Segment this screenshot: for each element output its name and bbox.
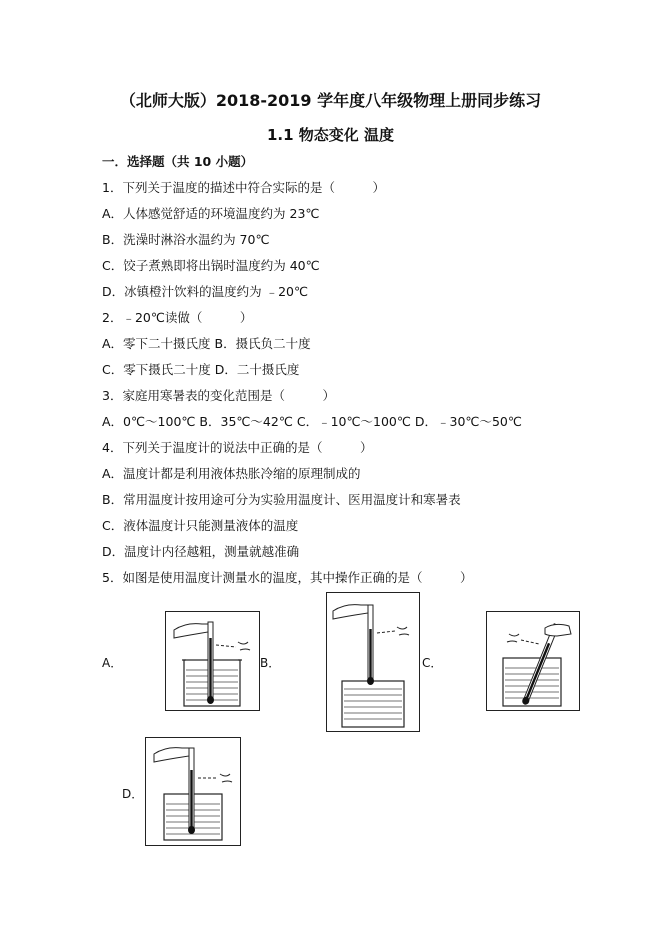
page-title: （北师大版）2018-2019 学年度八年级物理上册同步练习 <box>119 91 542 110</box>
question-5-stem: 5．如图是使用温度计测量水的温度，其中操作正确的是（ ） <box>102 570 473 585</box>
figure-b-thermometer-beaker <box>326 592 420 732</box>
question-2-options-cd: C．零下摄氏二十度 D．二十摄氏度 <box>102 362 300 377</box>
figure-c-thermometer-beaker <box>486 611 580 711</box>
figure-label-c: C． <box>422 656 443 670</box>
question-4-option-b: B．常用温度计按用途可分为实验用温度计、医用温度计和寒暑表 <box>102 492 461 507</box>
question-1-option-b: B．洗澡时淋浴水温约为 70℃ <box>102 232 270 247</box>
question-1-option-a: A．人体感觉舒适的环境温度约为 23℃ <box>102 206 320 221</box>
question-1-option-d: D．冰镇橙汁饮料的温度约为 ﹣20℃ <box>102 284 309 299</box>
question-2-stem: 2．﹣20℃读做（ ） <box>102 310 253 325</box>
figure-label-a: A． <box>102 656 123 670</box>
question-3-stem: 3．家庭用寒暑表的变化范围是（ ） <box>102 388 335 403</box>
figure-label-d: D． <box>122 787 144 801</box>
section-heading: 一．选择题（共 10 小题） <box>102 154 254 169</box>
page-subtitle: 1.1 物态变化 温度 <box>266 126 395 144</box>
question-3-options: A．0℃～100℃ B．35℃～42℃ C．﹣10℃～100℃ D．﹣30℃～50℃ <box>102 414 522 429</box>
question-4-option-d: D．温度计内径越粗，测量就越准确 <box>102 544 300 559</box>
figure-label-b: B． <box>260 656 281 670</box>
question-1-stem: 1．下列关于温度的描述中符合实际的是（ ） <box>102 180 385 195</box>
question-1-option-c: C．饺子煮熟即将出锅时温度约为 40℃ <box>102 258 320 273</box>
question-2-options-ab: A．零下二十摄氏度 B．摄氏负二十度 <box>102 336 311 351</box>
question-4-option-a: A．温度计都是利用液体热胀冷缩的原理制成的 <box>102 466 361 481</box>
figure-d-thermometer-beaker <box>145 737 241 846</box>
question-4-stem: 4．下列关于温度计的说法中正确的是（ ） <box>102 440 373 455</box>
figure-a-thermometer-beaker <box>165 611 260 711</box>
question-4-option-c: C．液体温度计只能测量液体的温度 <box>102 518 299 533</box>
